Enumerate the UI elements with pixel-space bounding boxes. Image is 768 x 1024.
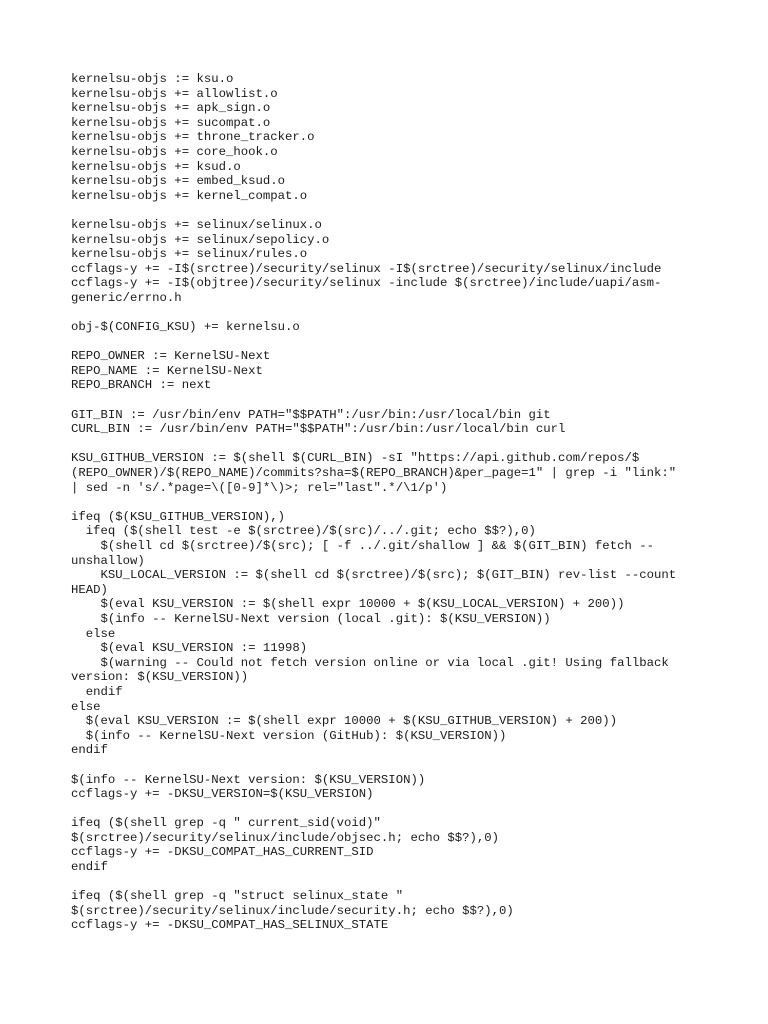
code-line: HEAD) — [71, 582, 108, 597]
code-line: endif — [71, 743, 108, 758]
code-line: $(srctree)/security/selinux/include/objsec.h; echo $$?),0) — [71, 830, 500, 845]
code-line: else — [71, 626, 116, 641]
blank-line — [71, 393, 711, 408]
code-line: $(shell cd $(srctree)/$(src); [ -f ../.git/shallow ] && $(GIT_BIN) fetch -- — [71, 539, 654, 553]
code-line: $(eval KSU_VERSION := 11998) — [71, 641, 308, 656]
code-line: kernelsu-objs += sucompat.o — [71, 115, 271, 130]
blank-line — [71, 203, 711, 218]
code-line: endif — [71, 684, 123, 699]
code-line: version: $(KSU_VERSION)) — [71, 670, 249, 685]
code-line: CURL_BIN := /usr/bin/env PATH="$$PATH":/usr/bin:/usr/local/bin curl — [71, 422, 566, 437]
code-line: kernelsu-objs += embed_ksud.o — [71, 174, 286, 189]
document-page — [71, 72, 711, 933]
code-line: $(warning -- Could not fetch version online or via local .git! Using fallback — [71, 655, 669, 670]
code-line: $(info -- KernelSU-Next version: $(KSU_VERSION)) — [71, 772, 426, 787]
code-line: kernelsu-objs += core_hook.o — [71, 144, 278, 159]
code-line: ifeq ($(shell grep -q " current_sid(void)" — [71, 816, 381, 831]
code-line: ccflags-y += -DKSU_COMPAT_HAS_SELINUX_STATE — [71, 918, 389, 933]
code-line: kernelsu-objs += kernel_compat.o — [71, 188, 308, 203]
code-line: $(info -- KernelSU-Next version (GitHub): $(KSU_VERSION)) — [71, 728, 507, 743]
code-line: unshallow) — [71, 553, 145, 568]
code-line: kernelsu-objs += ksud.o — [71, 159, 241, 174]
code-line: ifeq ($(shell grep -q "struct selinux_state " — [71, 889, 404, 904]
code-line: $(srctree)/security/selinux/include/security.h; echo $$?),0) — [71, 903, 514, 918]
blank-line — [71, 875, 711, 890]
code-line: $(eval KSU_VERSION := $(shell expr 10000 + $(KSU_GITHUB_VERSION) + 200)) — [71, 714, 618, 729]
code-line: ccflags-y += -DKSU_VERSION=$(KSU_VERSION) — [71, 787, 374, 802]
code-line: kernelsu-objs += selinux/rules.o — [71, 247, 308, 262]
code-line: ccflags-y += -I$(objtree)/security/selinux -include $(srctree)/include/uapi/asm- — [71, 276, 662, 291]
blank-line — [71, 335, 711, 350]
code-line: ifeq ($(shell test -e $(srctree)/$(src)/../.git; echo $$?),0) — [71, 524, 536, 539]
code-line: endif — [71, 860, 108, 875]
code-line: | sed -n 's/.*page=\([0-9]*\)>; rel="last".*/\1/p') — [71, 480, 448, 495]
code-line: REPO_NAME := KernelSU-Next — [71, 363, 263, 378]
code-line: $(info -- KernelSU-Next version (local .git): $(KSU_VERSION)) — [71, 611, 551, 626]
code-line: KSU_GITHUB_VERSION := $(shell $(CURL_BIN) -sI "https://api.github.com/repos/$ — [71, 451, 640, 466]
code-line: kernelsu-objs += allowlist.o — [71, 86, 278, 101]
code-line: kernelsu-objs += selinux/selinux.o — [71, 217, 322, 232]
blank-line — [71, 437, 711, 452]
code-line: REPO_OWNER := KernelSU-Next — [71, 349, 271, 364]
code-line: kernelsu-objs += selinux/sepolicy.o — [71, 232, 330, 247]
code-line: kernelsu-objs += throne_tracker.o — [71, 130, 315, 145]
code-line: REPO_BRANCH := next — [71, 378, 212, 393]
code-line: else — [71, 699, 101, 714]
blank-line — [71, 802, 711, 817]
code-line: generic/errno.h — [71, 290, 182, 305]
code-line: kernelsu-objs := ksu.o — [71, 72, 234, 86]
blank-line — [71, 758, 711, 773]
code-line: $(eval KSU_VERSION := $(shell expr 10000 + $(KSU_LOCAL_VERSION) + 200)) — [71, 597, 625, 612]
blank-line — [71, 495, 711, 510]
code-line: ifeq ($(KSU_GITHUB_VERSION),) — [71, 509, 286, 524]
blank-line — [71, 306, 711, 321]
code-line: obj-$(CONFIG_KSU) += kernelsu.o — [71, 320, 300, 335]
code-line: kernelsu-objs += apk_sign.o — [71, 101, 271, 116]
code-line: (REPO_OWNER)/$(REPO_NAME)/commits?sha=$(REPO_BRANCH)&per_page=1" | grep -i "link:" — [71, 466, 677, 481]
code-line: ccflags-y += -I$(srctree)/security/selinux -I$(srctree)/security/selinux/include — [71, 261, 662, 276]
code-line: KSU_LOCAL_VERSION := $(shell cd $(srctree)/$(src); $(GIT_BIN) rev-list --count — [71, 568, 677, 583]
code-line: GIT_BIN := /usr/bin/env PATH="$$PATH":/usr/bin:/usr/local/bin git — [71, 407, 551, 422]
code-line: ccflags-y += -DKSU_COMPAT_HAS_CURRENT_SID — [71, 845, 374, 860]
